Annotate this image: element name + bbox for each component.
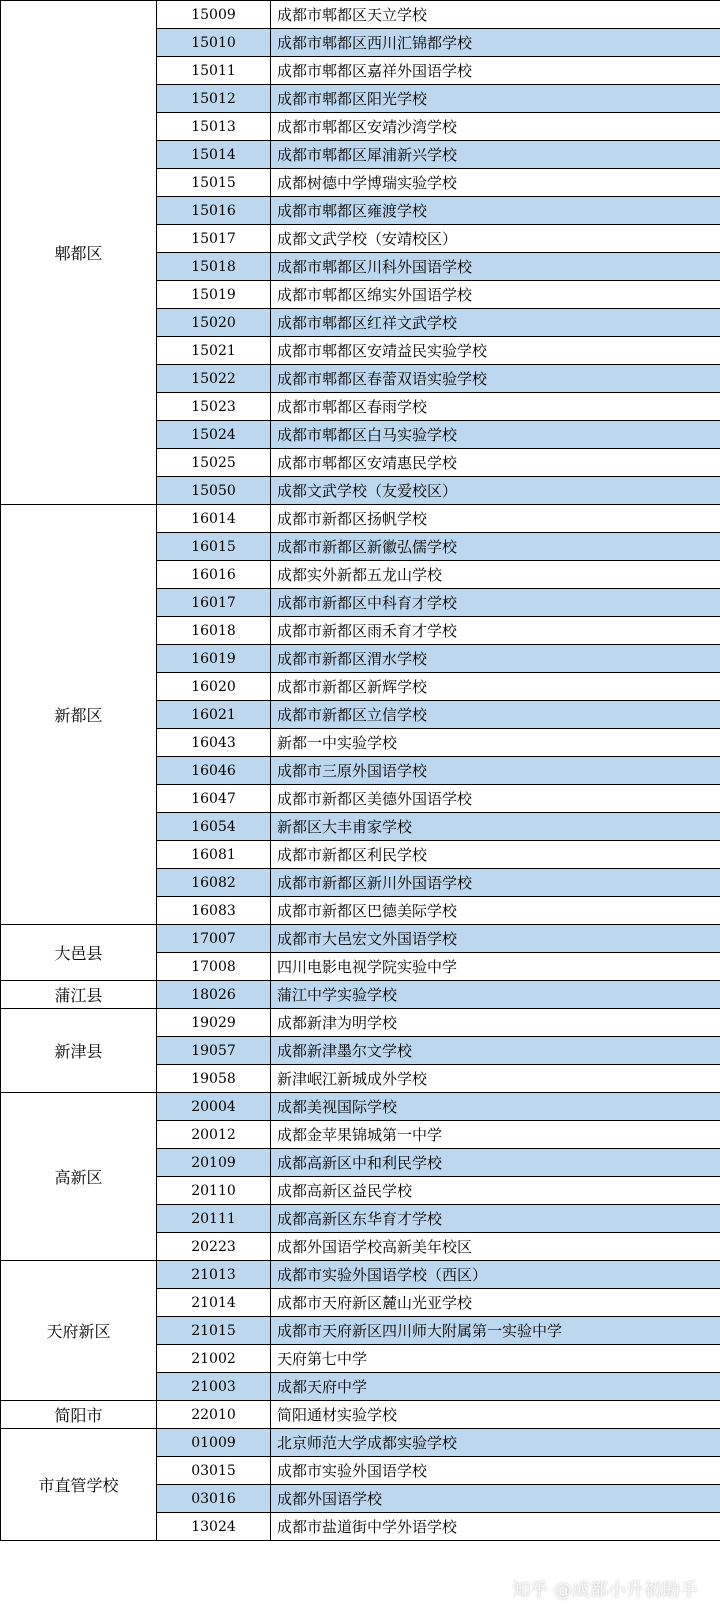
school-name-cell: 成都市郫都区雍渡学校 (271, 197, 720, 225)
school-name-cell: 成都高新区中和利民学校 (271, 1149, 720, 1177)
school-code-cell: 20004 (157, 1093, 271, 1121)
school-name-cell: 新津岷江新城成外学校 (271, 1065, 720, 1093)
school-name-cell: 成都高新区益民学校 (271, 1177, 720, 1205)
school-name-cell: 简阳通材实验学校 (271, 1401, 720, 1429)
school-name-cell: 成都市实验外国语学校（西区） (271, 1261, 720, 1289)
school-name-cell: 成都市郫都区阳光学校 (271, 85, 720, 113)
school-name-cell: 成都市新都区新徽弘儒学校 (271, 533, 720, 561)
school-name-cell: 成都市郫都区犀浦新兴学校 (271, 141, 720, 169)
school-code-cell: 15021 (157, 337, 271, 365)
school-name-cell: 成都市郫都区绵实外国语学校 (271, 281, 720, 309)
school-name-cell: 成都市新都区中科育才学校 (271, 589, 720, 617)
school-name-cell: 成都天府中学 (271, 1373, 720, 1401)
school-name-cell: 成都市郫都区天立学校 (271, 1, 720, 29)
district-cell: 市直管学校 (1, 1429, 157, 1541)
school-code-cell: 20012 (157, 1121, 271, 1149)
school-code-cell: 22010 (157, 1401, 271, 1429)
school-name-cell: 成都市三原外国语学校 (271, 757, 720, 785)
table-body (1, 1, 720, 1541)
school-code-cell: 15009 (157, 1, 271, 29)
school-code-cell: 16082 (157, 869, 271, 897)
school-name-cell: 成都市天府新区麓山光亚学校 (271, 1289, 720, 1317)
school-code-cell: 21013 (157, 1261, 271, 1289)
school-code-cell: 21014 (157, 1289, 271, 1317)
school-code-cell: 16018 (157, 617, 271, 645)
school-code-cell: 15019 (157, 281, 271, 309)
school-name-cell: 成都实外新都五龙山学校 (271, 561, 720, 589)
district-cell: 天府新区 (1, 1261, 157, 1401)
school-name-cell: 新都区大丰甫家学校 (271, 813, 720, 841)
school-name-cell: 成都市实验外国语学校 (271, 1457, 720, 1485)
school-code-cell: 16081 (157, 841, 271, 869)
table-row (1, 1429, 720, 1457)
school-name-cell: 成都市新都区新川外国语学校 (271, 869, 720, 897)
school-code-cell: 19058 (157, 1065, 271, 1093)
school-name-cell: 新都一中实验学校 (271, 729, 720, 757)
school-code-cell: 19029 (157, 1009, 271, 1037)
school-code-cell: 15015 (157, 169, 271, 197)
district-cell: 新津县 (1, 1009, 157, 1093)
school-name-cell: 成都市盐道街中学外语学校 (271, 1513, 720, 1541)
school-code-cell: 03016 (157, 1485, 271, 1513)
school-name-cell: 成都市郫都区红祥文武学校 (271, 309, 720, 337)
school-name-cell: 成都高新区东华育才学校 (271, 1205, 720, 1233)
school-code-cell: 15022 (157, 365, 271, 393)
school-name-cell: 成都市郫都区春雨学校 (271, 393, 720, 421)
school-name-cell: 北京师范大学成都实验学校 (271, 1429, 720, 1457)
watermark: 知乎 @成都小升初助手 (512, 1580, 698, 1601)
school-code-cell: 16020 (157, 673, 271, 701)
school-name-cell: 蒲江中学实验学校 (271, 981, 720, 1009)
school-code-cell: 16043 (157, 729, 271, 757)
school-code-cell: 16046 (157, 757, 271, 785)
school-name-cell: 成都市新都区雨禾育才学校 (271, 617, 720, 645)
district-cell: 蒲江县 (1, 981, 157, 1009)
school-name-cell: 成都市新都区巴德美际学校 (271, 897, 720, 925)
school-code-cell: 18026 (157, 981, 271, 1009)
school-code-cell: 01009 (157, 1429, 271, 1457)
school-code-cell: 15024 (157, 421, 271, 449)
school-name-cell: 成都市郫都区川科外国语学校 (271, 253, 720, 281)
school-code-cell: 20109 (157, 1149, 271, 1177)
school-name-cell: 成都市新都区美德外国语学校 (271, 785, 720, 813)
district-cell: 新都区 (1, 505, 157, 925)
school-code-cell: 20111 (157, 1205, 271, 1233)
school-code-cell: 15023 (157, 393, 271, 421)
school-name-cell: 成都市郫都区嘉祥外国语学校 (271, 57, 720, 85)
district-cell: 高新区 (1, 1093, 157, 1261)
table-row (1, 1261, 720, 1289)
school-name-cell: 成都市郫都区安靖惠民学校 (271, 449, 720, 477)
school-code-cell: 16083 (157, 897, 271, 925)
school-name-cell: 成都市新都区利民学校 (271, 841, 720, 869)
school-code-cell: 15012 (157, 85, 271, 113)
school-code-cell: 15013 (157, 113, 271, 141)
table-row (1, 1009, 720, 1037)
school-name-cell: 成都市天府新区四川师大附属第一实验中学 (271, 1317, 720, 1345)
table-row (1, 1093, 720, 1121)
table-row (1, 1401, 720, 1429)
table-row (1, 505, 720, 533)
school-name-cell: 成都市新都区渭水学校 (271, 645, 720, 673)
school-code-cell: 21003 (157, 1373, 271, 1401)
school-code-cell: 13024 (157, 1513, 271, 1541)
school-code-cell: 20110 (157, 1177, 271, 1205)
school-code-cell: 15010 (157, 29, 271, 57)
school-code-cell: 17008 (157, 953, 271, 981)
district-cell: 大邑县 (1, 925, 157, 981)
school-name-cell: 成都市郫都区安靖沙湾学校 (271, 113, 720, 141)
school-code-cell: 03015 (157, 1457, 271, 1485)
school-name-cell: 天府第七中学 (271, 1345, 720, 1373)
school-name-cell: 成都外国语学校高新美年校区 (271, 1233, 720, 1261)
school-name-cell: 成都树德中学博瑞实验学校 (271, 169, 720, 197)
school-name-cell: 成都市郫都区安靖益民实验学校 (271, 337, 720, 365)
school-code-cell: 15014 (157, 141, 271, 169)
school-code-cell: 16016 (157, 561, 271, 589)
school-code-cell: 16054 (157, 813, 271, 841)
school-code-cell: 15018 (157, 253, 271, 281)
school-name-cell: 四川电影电视学院实验中学 (271, 953, 720, 981)
table-row (1, 981, 720, 1009)
school-code-cell: 15011 (157, 57, 271, 85)
school-code-cell: 15020 (157, 309, 271, 337)
school-code-cell: 15017 (157, 225, 271, 253)
school-code-cell: 16047 (157, 785, 271, 813)
school-name-cell: 成都市新都区扬帆学校 (271, 505, 720, 533)
table-row (1, 1, 720, 29)
school-name-cell: 成都市郫都区西川汇锦都学校 (271, 29, 720, 57)
school-name-cell: 成都新津墨尔文学校 (271, 1037, 720, 1065)
school-code-cell: 16021 (157, 701, 271, 729)
school-name-cell: 成都文武学校（安靖校区） (271, 225, 720, 253)
school-name-cell: 成都文武学校（友爱校区） (271, 477, 720, 505)
school-code-cell: 19057 (157, 1037, 271, 1065)
school-code-cell: 16015 (157, 533, 271, 561)
school-name-cell: 成都市新都区新辉学校 (271, 673, 720, 701)
school-code-cell: 17007 (157, 925, 271, 953)
school-name-cell: 成都市郫都区白马实验学校 (271, 421, 720, 449)
school-code-cell: 16019 (157, 645, 271, 673)
school-name-cell: 成都外国语学校 (271, 1485, 720, 1513)
district-cell: 郫都区 (1, 1, 157, 505)
table-row (1, 925, 720, 953)
school-code-cell: 20223 (157, 1233, 271, 1261)
school-code-cell: 16014 (157, 505, 271, 533)
school-name-cell: 成都市郫都区春蕾双语实验学校 (271, 365, 720, 393)
school-name-cell: 成都金苹果锦城第一中学 (271, 1121, 720, 1149)
school-name-cell: 成都新津为明学校 (271, 1009, 720, 1037)
school-code-cell: 15050 (157, 477, 271, 505)
school-code-cell: 21015 (157, 1317, 271, 1345)
school-code-cell: 21002 (157, 1345, 271, 1373)
school-name-cell: 成都市新都区立信学校 (271, 701, 720, 729)
school-name-cell: 成都美视国际学校 (271, 1093, 720, 1121)
school-name-cell: 成都市大邑宏文外国语学校 (271, 925, 720, 953)
school-code-cell: 15025 (157, 449, 271, 477)
district-cell: 简阳市 (1, 1401, 157, 1429)
school-code-cell: 15016 (157, 197, 271, 225)
school-code-cell: 16017 (157, 589, 271, 617)
